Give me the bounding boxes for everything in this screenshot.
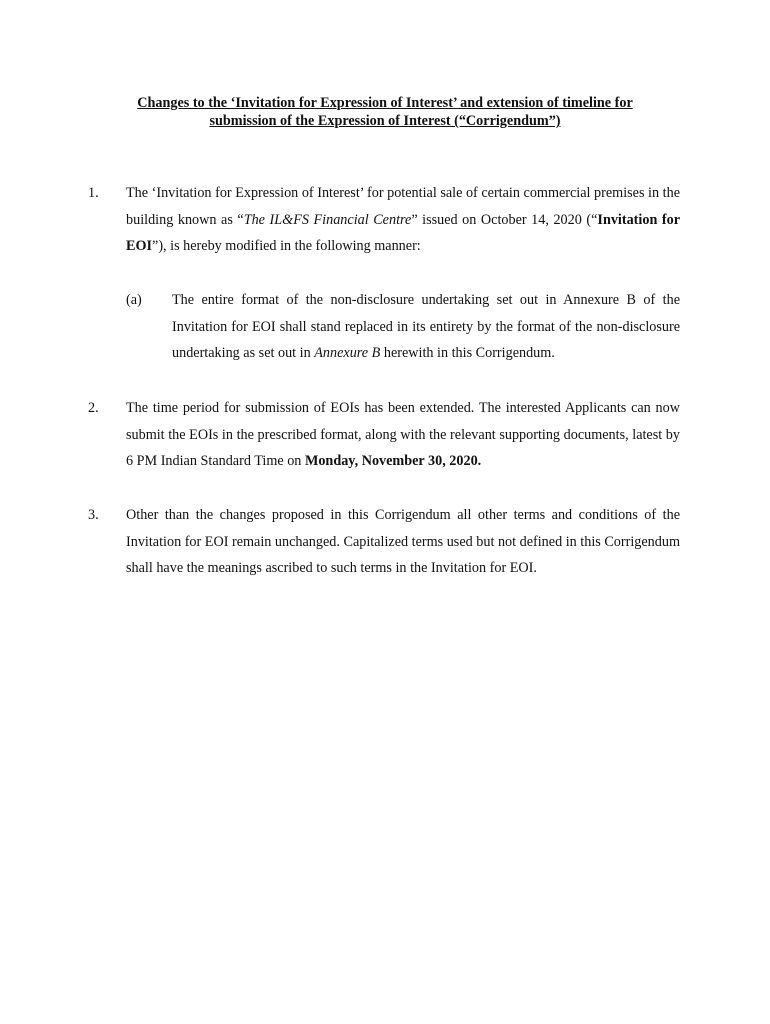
item-1-text-part-a: The ‘Invitation for Expression of Interest’ for potential sale of certain commercial premises in the building known as “ <box>126 185 680 228</box>
title-line-1: Changes to the ‘Invitation for Expression of Interest’ and extension of timeline for <box>137 95 633 111</box>
item-2-text-part-a: The time period for submission of EOIs has been extended. The interested Applicants can now submit the EOIs in the prescribed format, along with the relevant supporting documents, latest by 6 PM Indian Standard Time on <box>126 400 680 469</box>
item-1a-italic-annexure: Annexure B <box>314 345 381 361</box>
title-line-2: submission of the Expression of Interest (“Corrigendum”) <box>209 113 561 129</box>
item-1a-text-part-a: The entire format of the non-disclosure undertaking set out in Annexure B of the Invitation for EOI shall stand replaced in its entirety by the format of the non-disclosure undertaking as set out in <box>172 292 680 361</box>
item-2-text <box>126 395 680 475</box>
item-2-bold-date: Monday, November 30, 2020. <box>304 453 482 469</box>
item-1a-text-part-b: herewith in this Corrigendum. <box>380 345 555 361</box>
item-1-bold-term: Invitation for EOI <box>126 211 681 254</box>
item-3-text: Other than the changes proposed in this Corrigendum all other terms and conditions of the Invitation for EOI remain unchanged. Capitalized terms used but not defined in this Corrigendum shall have the meanings ascribed to such terms in the Invitation for EOI. <box>126 507 680 576</box>
item-1-text <box>126 180 680 260</box>
item-2-number: 2. <box>88 400 99 416</box>
item-3-number: 3. <box>88 507 99 523</box>
item-1a-text <box>172 287 680 367</box>
item-1-text-part-b: ” issued on October 14, 2020 (“ <box>411 211 598 228</box>
item-1a-label: (a) <box>126 292 142 308</box>
item-1-number: 1. <box>88 185 99 201</box>
item-1-text-part-c: ”), is hereby modified in the following manner: <box>152 238 421 254</box>
item-1-italic-building: The IL&FS Financial Centre <box>243 211 412 228</box>
document-title <box>100 94 670 130</box>
